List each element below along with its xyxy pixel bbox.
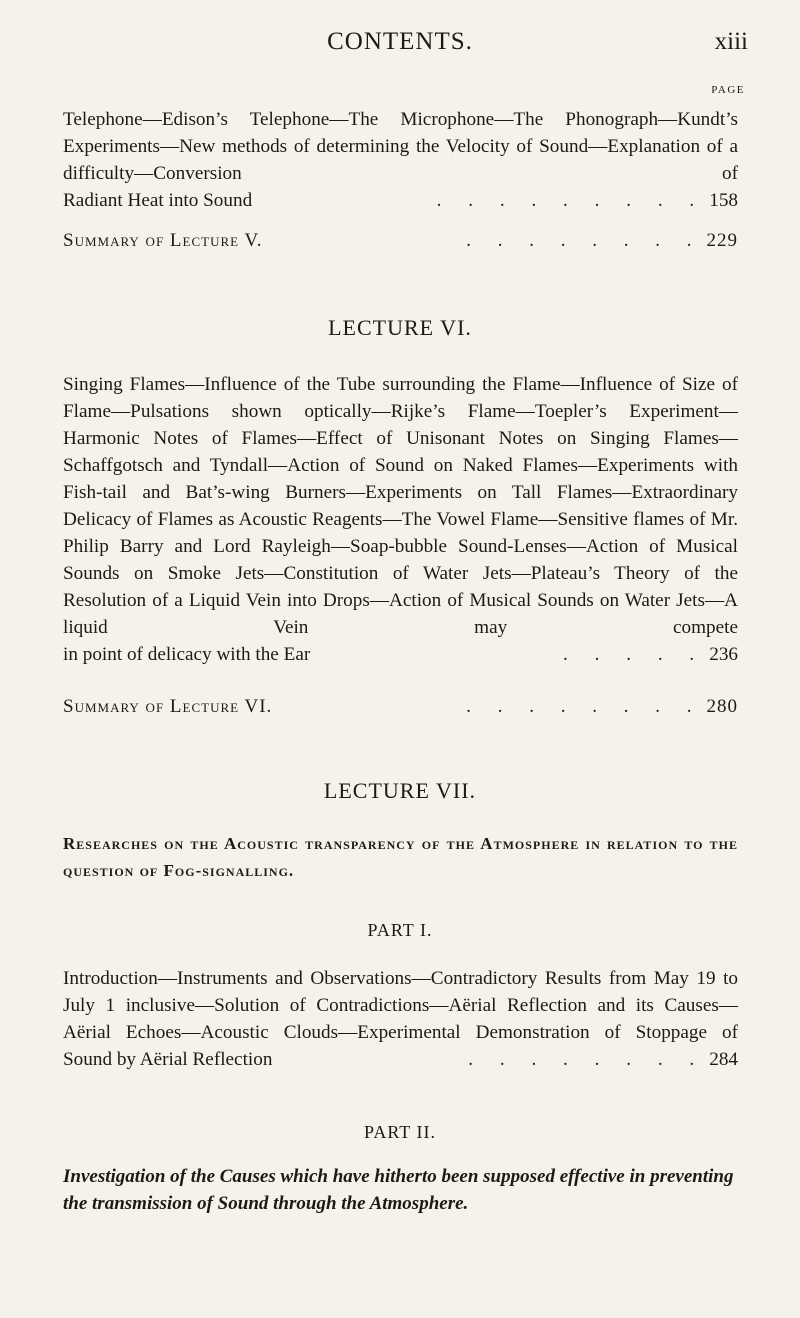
lecture5-tail-entry [63, 106, 738, 214]
summary-label: Summary of Lecture V. [63, 230, 263, 251]
part1-heading: PART I. [367, 920, 433, 940]
part1-entry [63, 965, 738, 1073]
page-number: xiii [714, 28, 748, 55]
running-title: CONTENTS. [327, 28, 473, 55]
leader-dots: . . . . . . . . [466, 230, 703, 251]
entry-text: Singing Flames—Influence of the Tube surrounding the Flame—Influence of Size of Flame—Pulsations shown optically—Rijke’s Flame—Toepler’s Experiment—Harmonic Notes of Flames—Effect of Unisonant Notes on Singing Flames—Schaffgotsch and Tyndall—Action of Sound on Naked Flames—Experiments with Fish-tail and Bat’s-wing Burners—Experiments on Tall Flames—Extraordinary Delicacy of Flames as Acoustic Reagents—The Vowel Flame—Sensitive flames of Mr. Philip Barry and Lord Rayleigh—Soap-bubble Sound-Lenses—Action of Musical Sounds on Smoke Jets—Constitution of Water Jets—Plateau’s Theory of the Resolution of a Liquid Vein into Drops—Action of Musical Sounds on Water Jets—A liquid Vein may compete [63, 374, 738, 638]
leader-dots: . . . . . . . . [466, 696, 703, 717]
summary-label: Summary of Lecture VI. [63, 696, 273, 717]
lecture7-heading: LECTURE VII. [323, 778, 477, 803]
entry-page: 158 [709, 190, 738, 211]
summary-page: 229 [706, 230, 738, 251]
entry-page: 284 [709, 1049, 738, 1070]
entry-page: 236 [709, 644, 738, 665]
summary-lecture6 [63, 696, 738, 718]
summary-lecture5 [63, 230, 738, 252]
page-column-label: PAGE [711, 84, 745, 96]
running-head [0, 28, 800, 68]
entry-text: Introduction—Instruments and Observations—Contradictory Results from May 19 to July 1 inclusive—Solution of Contradictions—Aërial Reflection and its Causes—Aërial Echoes—Acoustic Clouds—Experimental Demonstration of Stoppage of [63, 968, 738, 1043]
entry-last-line [63, 641, 738, 668]
entry-last-line [63, 187, 738, 214]
lecture6-heading: LECTURE VI. [328, 315, 472, 340]
entry-text: Telephone—Edison’s Telephone—The Microphone—The Phonograph—Kundt’s Experiments—New methods of determining the Velocity of Sound—Explanation of a difficulty—Conversion of [63, 109, 738, 184]
part2-heading: PART II. [364, 1122, 436, 1142]
leader-dots: . . . . . . . . [468, 1049, 706, 1070]
leader-dots: . . . . . . . . . [436, 190, 706, 211]
leader-dots: . . . . . [563, 644, 706, 665]
summary-page: 280 [706, 696, 738, 717]
part2-entry: Investigation of the Causes which have hitherto been supposed effective in preventing the transmission of Sound through the Atmosphere. [63, 1166, 734, 1214]
entry-last-line [63, 1046, 738, 1073]
lecture6-entry [63, 371, 738, 668]
entry-last-line-text: Radiant Heat into Sound [63, 190, 253, 211]
lecture7-subtitle: Researches on the Acoustic transparency of the Atmosphere in relation to the question of Fog-signalling. [63, 834, 738, 880]
entry-last-line-text: Sound by Aërial Reflection [63, 1049, 273, 1070]
entry-last-line-text: in point of delicacy with the Ear [63, 644, 311, 665]
